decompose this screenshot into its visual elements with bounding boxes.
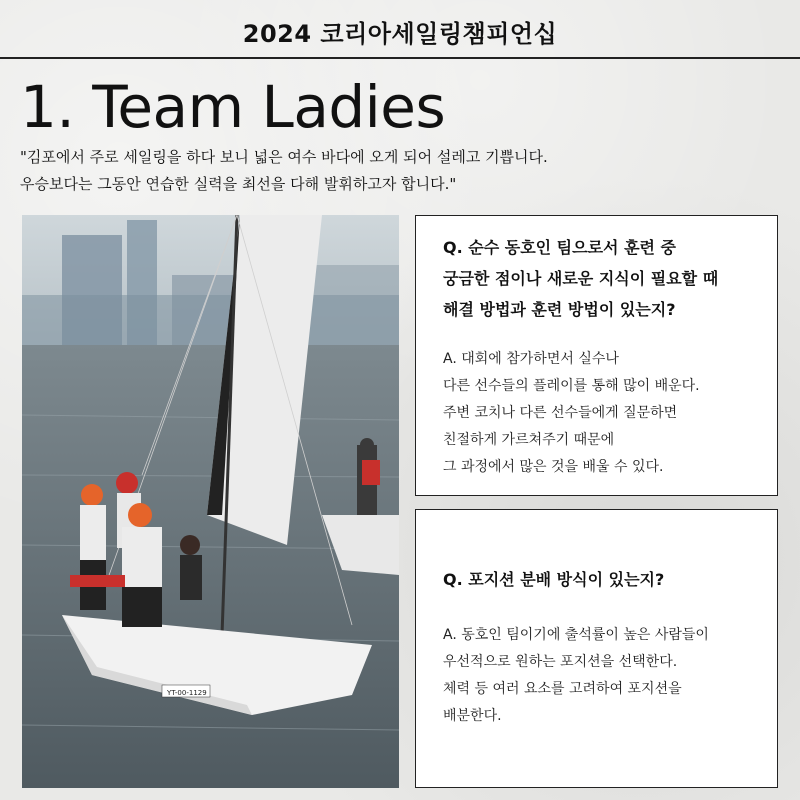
question-text bbox=[443, 232, 763, 325]
header-title: 2024 코리아세일링챔피언십 bbox=[242, 20, 558, 48]
team-quote bbox=[20, 144, 548, 198]
question-text bbox=[443, 564, 763, 595]
quote-line: "김포에서 주로 세일링을 하다 보니 넓은 여수 바다에 오게 되어 설레고 기쁩니다. bbox=[20, 148, 548, 166]
qa-card-positions bbox=[415, 509, 778, 788]
answer-line: 친절하게 가르쳐주기 때문에 bbox=[443, 432, 615, 448]
answer-text bbox=[443, 346, 763, 481]
answer-text bbox=[443, 622, 763, 730]
sailing-photo bbox=[22, 215, 399, 788]
page-title: 1. Team Ladies bbox=[20, 73, 446, 141]
question-line: Q. 순수 동호인 팀으로서 훈련 중 bbox=[443, 238, 677, 257]
qa-card-training bbox=[415, 215, 778, 496]
quote-line: 우승보다는 그동안 연습한 실력을 최선을 다해 발휘하고자 합니다." bbox=[20, 175, 457, 193]
answer-line: 배분한다. bbox=[443, 708, 502, 724]
sailboat-illustration bbox=[22, 215, 399, 788]
answer-line: 그 과정에서 많은 것을 배울 수 있다. bbox=[443, 459, 664, 475]
answer-line: 주변 코치나 다른 선수들에게 질문하면 bbox=[443, 405, 678, 421]
question-line: 해결 방법과 훈련 방법이 있는지? bbox=[443, 300, 676, 319]
question-line: Q. 포지션 분배 방식이 있는지? bbox=[443, 570, 665, 589]
answer-line: A. 대회에 참가하면서 실수나 bbox=[443, 351, 619, 367]
answer-line: 체력 등 여러 요소를 고려하여 포지션을 bbox=[443, 681, 682, 697]
sail-number-text: YT-00-1129 bbox=[167, 689, 207, 697]
question-line: 궁금한 점이나 새로운 지식이 필요할 때 bbox=[443, 269, 719, 288]
answer-line: A. 동호인 팀이기에 출석률이 높은 사람들이 bbox=[443, 627, 709, 643]
header-divider bbox=[0, 57, 800, 59]
answer-line: 우선적으로 원하는 포지션을 선택한다. bbox=[443, 654, 678, 670]
answer-line: 다른 선수들의 플레이를 통해 많이 배운다. bbox=[443, 378, 700, 394]
